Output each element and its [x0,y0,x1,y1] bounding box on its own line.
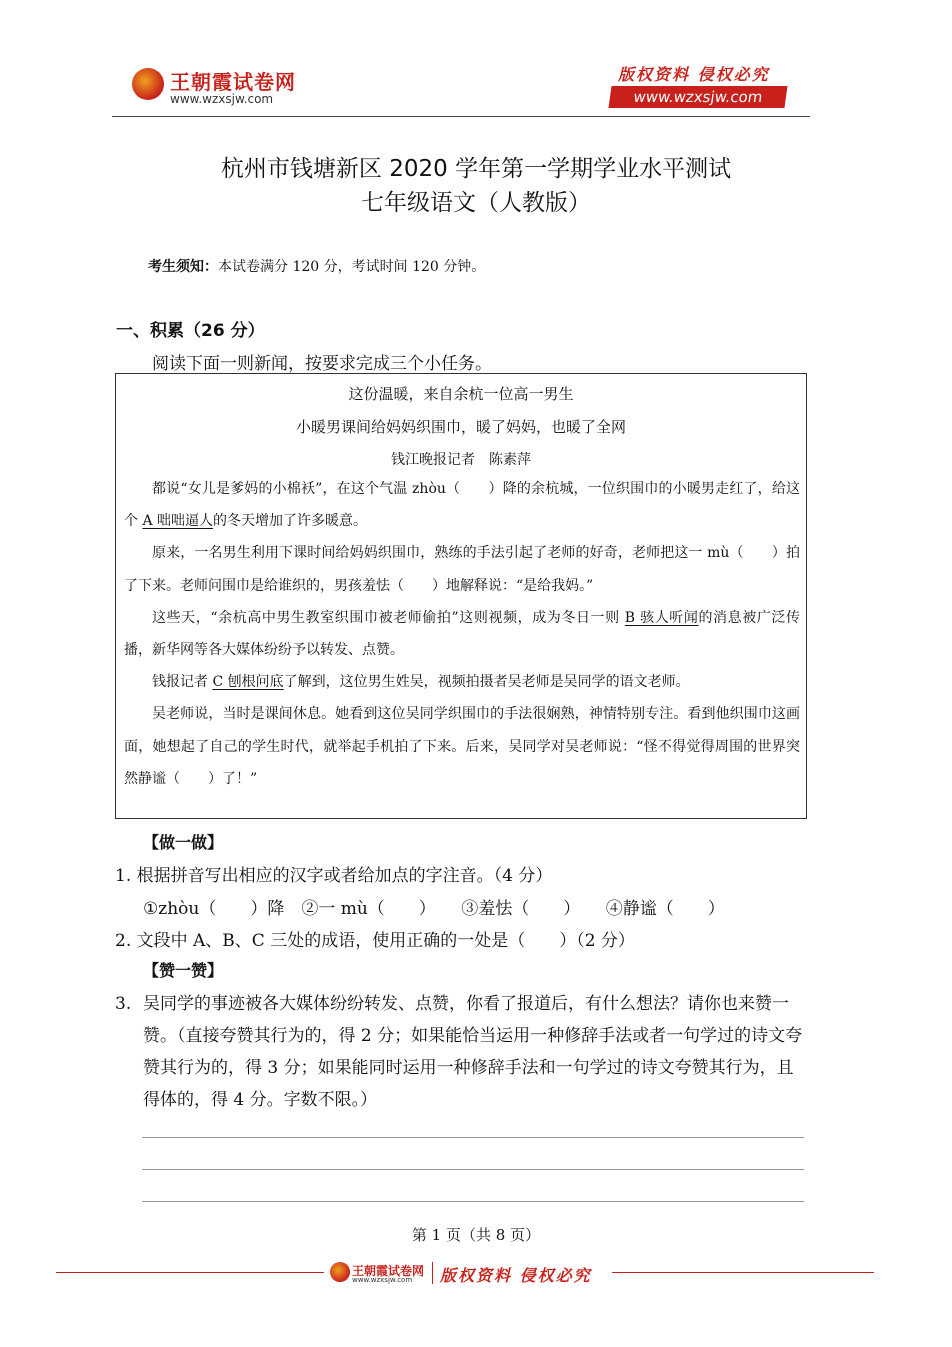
section-heading: 一、积累（26 分） [116,321,265,341]
footer-divider [56,1272,324,1273]
news-article-box [115,373,807,819]
copyright-notice: 版权资料 侵权必究 [618,65,770,84]
brand-logo-icon [132,68,164,100]
answer-line[interactable] [142,1169,804,1170]
notice-text: 本试卷满分 120 分，考试时间 120 分钟。 [218,259,486,275]
idiom-a: A 咄咄逼人 [142,513,214,530]
question-3-text: 吴同学的事迹被各大媒体纷纷转发、点赞，你看了报道后，有什么想法？请你也来赞一赞。（直接夸赞其行为的，得 2 分；如果能恰当运用一种修辞手法或者一句学过的诗文夸赞其行为的，得 3 分；如果能同时运用一种修辞手法和一句学过的诗文夸赞其行为，且得体的，得 4 分。字数不限。） [143,994,803,1110]
news-paragraph: 这些天，“余杭高中男生教室织围巾被老师偷拍”这则视频，成为冬日一则 B 骇人听闻的消息被广泛传播，新华网等各大媒体纷纷予以转发、点赞。 [124,609,800,659]
section-intro: 阅读下面一则新闻，按要求完成三个小任务。 [152,354,492,374]
news-paragraph: 原来，一名男生利用下课时间给妈妈织围巾，熟练的手法引起了老师的好奇，老师把这一 mù（ ）拍了下来。老师问围巾是给谁织的，男孩羞怯（ ）地解释说：“是给我妈。” [124,545,800,594]
idiom-b: B 骇人听闻 [624,609,699,626]
question-3-number: 3. [115,994,132,1014]
header-divider [112,116,810,117]
question-3 [115,988,805,1116]
news-paragraph: 钱报记者 C 刨根问底了解到，这位男生姓吴，视频拍摄者吴老师是吴同学的语文老师。 [152,674,690,691]
page-number: 第 1 页（共 8 页） [411,1226,541,1244]
footer-divider [612,1272,874,1273]
footer-separator [432,1262,433,1284]
notice-label: 考生须知： [148,259,218,275]
news-byline: 钱江晚报记者 陈素萍 [391,452,531,468]
question-1-items: ①zhòu（ ）降 ②一 mù（ ） ③羞怯（ ） ④静谧（ ） [143,899,725,919]
news-paragraph: 都说“女儿是爹妈的小棉袄”，在这个气温 zhòu（ ）降的余杭城，一位织围巾的小暖男走红了，给这个 A 咄咄逼人的冬天增加了许多暖意。 [124,481,800,530]
news-paragraph: 吴老师说，当时是课间休息。她看到这位吴同学织围巾的手法很娴熟，神情特别专注。看到他织围巾这画面，她想起了自己的学生时代，就举起手机拍了下来。后来，吴同学对吴老师说：“怪不得觉得周围的世界突然静谧（ ）了！” [124,706,800,787]
footer-logo-icon [330,1262,350,1282]
news-subtitle: 小暖男课间给妈妈织围巾，暖了妈妈，也暖了全网 [295,418,626,436]
exam-subtitle: 七年级语文（人教版） [361,190,591,216]
url-banner: www.wzxsjw.com [608,86,787,108]
task-heading-do: 【做一做】 [143,833,224,852]
answer-line[interactable] [142,1201,804,1202]
exam-notice [148,256,485,276]
task-heading-praise: 【赞一赞】 [143,961,224,980]
answer-line[interactable] [142,1137,804,1138]
idiom-c: C 刨根问底 [212,674,284,691]
brand-name: 王朝霞试卷网 [170,70,296,94]
footer-brand-url: www.wzxsjw.com [352,1276,413,1284]
news-body [124,473,800,795]
question-1: 1. 根据拼音写出相应的汉字或者给加点的字注音。（4 分） [115,866,553,886]
footer-brand-name: 王朝霞试卷网 [352,1264,425,1278]
question-2: 2. 文段中 A、B、C 三处的成语，使用正确的一处是（ ）（2 分） [115,931,635,951]
footer-copyright: 版权资料 侵权必究 [440,1266,592,1285]
brand-url: www.wzxsjw.com [170,92,274,106]
exam-title: 杭州市钱塘新区 2020 学年第一学期学业水平测试 [220,156,732,182]
news-title: 这份温暖，来自余杭一位高一男生 [348,385,574,403]
